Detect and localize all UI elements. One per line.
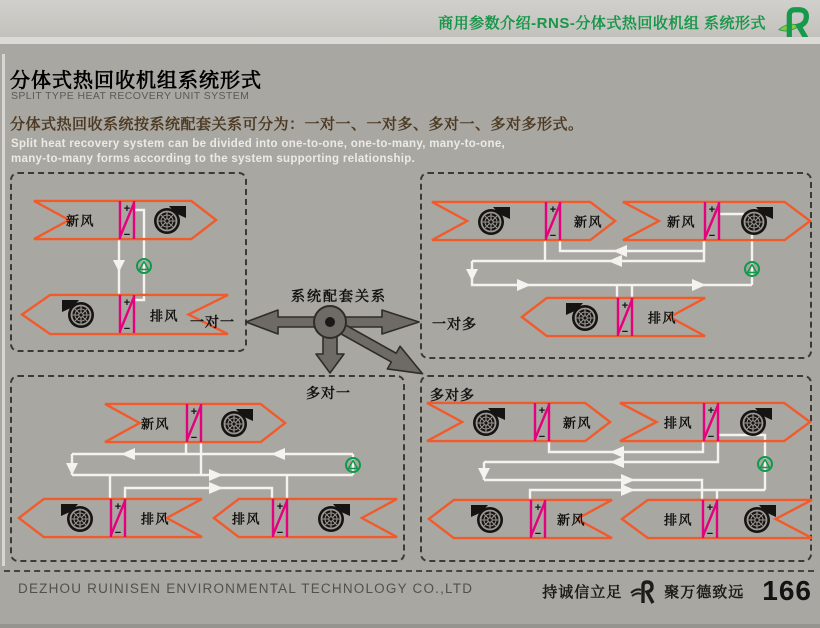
diagram-box-many-to-many bbox=[420, 375, 812, 562]
coil-plus-sign: + bbox=[706, 502, 714, 514]
pipe-arrow-down-icon bbox=[478, 468, 490, 480]
summary-en-line2: many-to-many forms according to the system supporting relationship. bbox=[11, 153, 416, 165]
unit-label: 新风 bbox=[66, 213, 96, 229]
unit-label: 排风 bbox=[648, 310, 678, 326]
coil-plus-sign: + bbox=[114, 501, 122, 513]
fan-icon bbox=[742, 504, 778, 534]
bottom-edge-line bbox=[0, 624, 820, 628]
coil-minus-sign: − bbox=[538, 431, 546, 443]
unit-label: 新风 bbox=[141, 416, 171, 432]
footer-slogan-left: 持诚信立足 bbox=[542, 583, 623, 601]
heat-exchanger-coil-icon bbox=[529, 402, 555, 442]
header-title: 商用参数介绍-RNS-分体式热回收机组 系统形式 bbox=[438, 15, 766, 32]
heat-exchanger-coil-icon bbox=[540, 201, 566, 241]
fan-icon bbox=[739, 206, 775, 236]
hub-label: 系统配套关系 bbox=[291, 288, 387, 304]
footer-slogan-right: 聚万德致远 bbox=[664, 583, 745, 601]
heat-exchanger-coil-icon bbox=[267, 498, 293, 538]
page-number: 166 bbox=[762, 575, 812, 606]
diagram-box-one-to-many bbox=[420, 172, 812, 359]
pipe-arrow-right-icon bbox=[209, 482, 223, 494]
page-header bbox=[0, 0, 820, 37]
hub-dot bbox=[325, 317, 335, 327]
heat-exchanger-coil-icon bbox=[525, 499, 551, 539]
summary-en-line1: Split heat recovery system can be divided into one-to-one, one-to-many, many-to-one, bbox=[11, 138, 506, 150]
pump-icon bbox=[345, 457, 361, 473]
coil-plus-sign: + bbox=[538, 405, 546, 417]
coil-plus-sign: + bbox=[549, 204, 557, 216]
heat-exchanger-coil-icon bbox=[698, 402, 724, 442]
coil-plus-sign: + bbox=[123, 297, 131, 309]
coil-minus-sign: − bbox=[190, 432, 198, 444]
coil-minus-sign: − bbox=[707, 431, 715, 443]
unit-label: 新风 bbox=[667, 214, 697, 230]
heat-exchanger-coil-icon bbox=[697, 499, 723, 539]
header-divider bbox=[0, 37, 820, 44]
coil-plus-sign: + bbox=[276, 501, 284, 513]
unit-label: 新风 bbox=[563, 415, 593, 431]
pipe-arrow-right-icon bbox=[621, 474, 635, 486]
diagram-box-many-to-one bbox=[10, 375, 405, 562]
diagram-label-one-to-one: 一对一 bbox=[190, 314, 235, 330]
pump-icon bbox=[757, 456, 773, 472]
pipe-arrow-right-icon bbox=[621, 484, 635, 496]
footer-company-name: DEZHOU RUINISEN ENVIRONMENTAL TECHNOLOGY CO.,LTD bbox=[18, 581, 474, 596]
coil-minus-sign: − bbox=[114, 527, 122, 539]
unit-label: 排风 bbox=[141, 511, 171, 527]
exhaust-air-unit bbox=[620, 499, 812, 539]
unit-label: 新风 bbox=[574, 214, 604, 230]
fan-icon bbox=[152, 205, 188, 235]
fresh-air-unit bbox=[427, 499, 612, 539]
pipe-arrow-left-icon bbox=[613, 245, 627, 257]
pipe-arrow-left-icon bbox=[271, 448, 285, 460]
coil-minus-sign: − bbox=[549, 230, 557, 242]
fan-icon bbox=[738, 407, 774, 437]
pump-icon bbox=[744, 261, 760, 277]
pipe-arrow-down-icon bbox=[66, 463, 78, 475]
fan-icon bbox=[316, 503, 352, 533]
fan-icon bbox=[59, 503, 95, 533]
unit-label: 排风 bbox=[232, 511, 262, 527]
coil-plus-sign: + bbox=[708, 204, 716, 216]
heat-exchanger-coil-icon bbox=[612, 297, 638, 337]
coil-minus-sign: − bbox=[534, 528, 542, 540]
pipe-arrow-left-icon bbox=[610, 446, 624, 458]
exhaust-air-unit bbox=[620, 402, 812, 442]
pipe-arrow-right-icon bbox=[209, 469, 223, 481]
unit-label: 排风 bbox=[664, 512, 694, 528]
pump-icon bbox=[136, 258, 152, 274]
exhaust-air-unit bbox=[520, 297, 705, 337]
fan-icon bbox=[476, 206, 512, 236]
left-edge-line bbox=[2, 54, 5, 566]
page-subtitle: SPLIT TYPE HEAT RECOVERY UNIT SYSTEM bbox=[11, 90, 250, 102]
diagram-label-many-to-one: 多对一 bbox=[306, 385, 351, 401]
exhaust-air-unit bbox=[17, 498, 202, 538]
footer-divider bbox=[4, 570, 814, 572]
pipe-arrow-down-icon bbox=[466, 269, 478, 281]
coil-plus-sign: + bbox=[190, 406, 198, 418]
summary-line-cn: 分体式热回收系统按系统配套关系可分为：一对一、一对多、多对一、多对多形式。 bbox=[10, 116, 584, 133]
heat-exchanger-coil-icon bbox=[181, 403, 207, 443]
footer-r-logo-icon bbox=[630, 578, 656, 604]
coil-plus-sign: + bbox=[123, 203, 131, 215]
relationship-hub-arrows bbox=[238, 302, 438, 392]
fan-icon bbox=[471, 407, 507, 437]
diagram-label-one-to-many: 一对多 bbox=[432, 316, 477, 332]
fan-icon bbox=[469, 504, 505, 534]
fan-icon bbox=[219, 408, 255, 438]
diagram-box-one-to-one bbox=[10, 172, 247, 352]
heat-exchanger-coil-icon bbox=[105, 498, 131, 538]
fresh-air-unit bbox=[427, 402, 612, 442]
coil-plus-sign: + bbox=[534, 502, 542, 514]
coil-minus-sign: − bbox=[708, 230, 716, 242]
fresh-air-unit bbox=[34, 200, 218, 240]
pipe-arrow-left-icon bbox=[121, 448, 135, 460]
summary-paragraph-en bbox=[11, 137, 505, 167]
coil-minus-sign: − bbox=[621, 326, 629, 338]
coil-plus-sign: + bbox=[621, 300, 629, 312]
diagram-label-many-to-many: 多对多 bbox=[430, 387, 475, 403]
pipe-arrow-down-icon bbox=[113, 260, 125, 272]
page-title: 分体式热回收机组系统形式 bbox=[10, 70, 262, 92]
coil-minus-sign: − bbox=[123, 323, 131, 335]
coil-plus-sign: + bbox=[707, 405, 715, 417]
heat-exchanger-coil-icon bbox=[699, 201, 725, 241]
coil-minus-sign: − bbox=[276, 527, 284, 539]
unit-label: 排风 bbox=[664, 415, 694, 431]
pipe-arrow-right-icon bbox=[692, 279, 706, 291]
unit-label: 排风 bbox=[150, 308, 180, 323]
fan-icon bbox=[60, 299, 96, 329]
pipe-arrow-left-icon bbox=[610, 456, 624, 468]
heat-exchanger-coil-icon bbox=[114, 200, 140, 240]
fresh-air-unit bbox=[623, 201, 812, 241]
coil-minus-sign: − bbox=[706, 528, 714, 540]
coil-minus-sign: − bbox=[123, 229, 131, 241]
pipe-arrow-left-icon bbox=[608, 255, 622, 267]
pipe-arrow-right-icon bbox=[517, 279, 531, 291]
unit-label: 新风 bbox=[557, 512, 587, 528]
exhaust-air-unit bbox=[212, 498, 397, 538]
fan-icon bbox=[564, 302, 600, 332]
fresh-air-unit bbox=[432, 201, 617, 241]
footer-slogan-group bbox=[542, 575, 812, 607]
fresh-air-unit bbox=[105, 403, 287, 443]
heat-exchanger-coil-icon bbox=[114, 294, 140, 334]
